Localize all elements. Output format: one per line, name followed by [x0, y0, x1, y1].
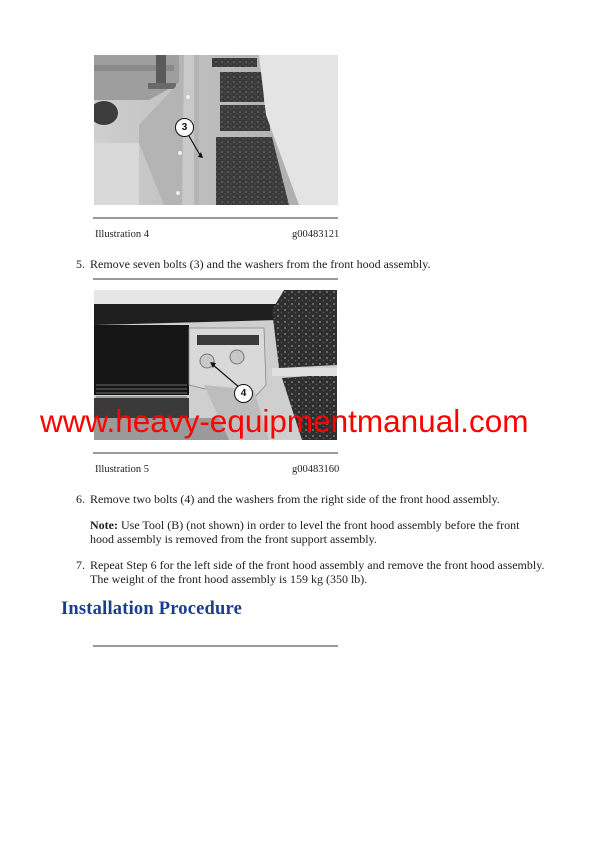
- note-block: [90, 518, 540, 546]
- illustration-5-label: Illustration 5: [95, 464, 149, 475]
- step-5-text: Remove seven bolts (3) and the washers from the front hood assembly.: [90, 257, 431, 271]
- watermark-url: www.heavy-equipmentmanual.com: [40, 403, 529, 439]
- figure-1-divider: [93, 217, 338, 219]
- hood-panel-photo: [94, 55, 338, 205]
- illustration-4-label: Illustration 4: [95, 229, 149, 240]
- figure-2-top-divider: [93, 278, 338, 280]
- illustration-5-code: g00483160: [292, 464, 340, 475]
- step-6-text: Remove two bolts (4) and the washers from the right side of the front hood assembly.: [90, 492, 500, 506]
- step-7-text: Repeat Step 6 for the left side of the front hood assembly and remove the front hood assembly. The weight of the front hood assembly is 159 kg (350 lb).: [90, 558, 545, 586]
- step-5-number: 5.: [76, 257, 85, 271]
- note-label: Note:: [90, 518, 118, 532]
- section-heading-installation-procedure: Installation Procedure: [61, 599, 243, 619]
- callout-4: 4: [234, 384, 253, 403]
- step-7-number: 7.: [76, 558, 85, 572]
- figure-2-bottom-divider: [93, 452, 338, 454]
- note-text: Use Tool (B) (not shown) in order to level the front hood assembly before the front hood assembly is removed from the front support assembly.: [90, 518, 520, 546]
- illustration-4-code: g00483121: [292, 229, 340, 240]
- callout-3: 3: [175, 118, 194, 137]
- installation-divider: [93, 645, 338, 647]
- step-6-number: 6.: [76, 492, 85, 506]
- illustration-4-image: [94, 55, 338, 205]
